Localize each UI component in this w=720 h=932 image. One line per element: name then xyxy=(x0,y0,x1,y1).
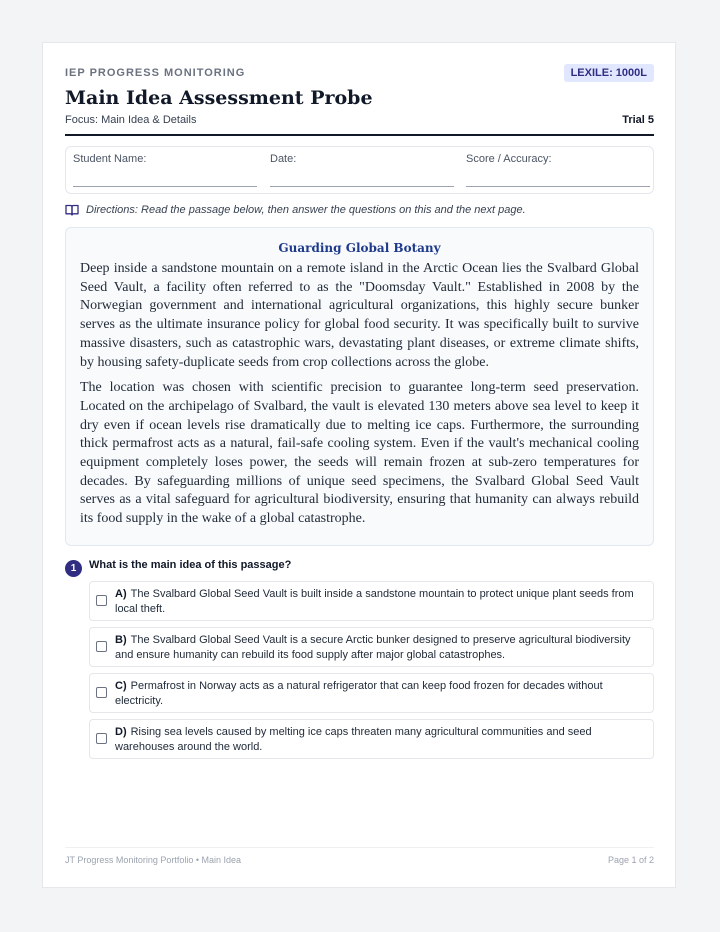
answer-option-a[interactable] xyxy=(89,581,654,621)
trial-label: Trial 5 xyxy=(622,114,654,126)
footer-left: JT Progress Monitoring Portfolio • Main Idea xyxy=(65,855,242,865)
kicker: IEP PROGRESS MONITORING xyxy=(65,67,246,79)
question-number-badge: 1 xyxy=(65,560,82,577)
footer-rule xyxy=(65,847,654,848)
book-open-icon xyxy=(65,204,79,216)
checkbox[interactable] xyxy=(96,733,107,744)
checkbox[interactable] xyxy=(96,687,107,698)
option-letter: B) xyxy=(115,634,127,646)
focus-label: Focus: Main Idea & Details xyxy=(65,114,197,126)
directions-text: Directions: Read the passage below, then answer the questions on this and the next page. xyxy=(86,204,526,216)
reading-passage xyxy=(65,227,654,546)
option-letter: C) xyxy=(115,680,127,692)
option-text: The Svalbard Global Seed Vault is a secure Arctic bunker designed to preserve agricultural biodiversity and ensure humanity can rebuild its food supply after major global catastrophes. xyxy=(115,634,631,661)
option-text: Rising sea levels caused by melting ice caps threaten many agricultural communities and seed warehouses around the world. xyxy=(115,726,592,753)
option-text: Permafrost in Norway acts as a natural refrigerator that can keep food frozen for decades without electricity. xyxy=(115,680,603,707)
passage-paragraph: The location was chosen with scientific precision to guarantee long-term seed preservation. Located on the archipelago of Svalbard, the vault is elevated 130 meters above sea level to keep it dry even if ocean levels rise dramatically due to melting ice caps. Furthermore, the surrounding thick permafrost acts as a natural, fail-safe cooling system. Even if the vault's mechanical cooling equipment completely loses power, the seeds will remain frozen at sub-zero temperatures for decades. By safeguarding millions of unique seed specimens, the Svalbard Global Seed Vault serves as a vital safeguard for agricultural biodiversity, ensuring that humanity can always rebuild its food supply in the wake of a global catastrophe. xyxy=(80,380,639,527)
lexile-badge: LEXILE: 1000L xyxy=(564,64,654,82)
answer-option-c[interactable] xyxy=(89,673,654,713)
option-text: The Svalbard Global Seed Vault is built inside a sandstone mountain to protect unique plant seeds from local theft. xyxy=(115,588,634,615)
passage-paragraph: Deep inside a sandstone mountain on a remote island in the Arctic Ocean lies the Svalbard Global Seed Vault, a facility often referred to as the "Doomsday Vault." Established in 2008 by the Norwegian government and international agricultural organizations, this highly secure bunker serves as the ultimate insurance policy for global food security. It was specifically built to survive massive disasters, such as catastrophic wars, devastating plant diseases, or extreme climate shifts, by housing safety-duplicate seeds from crop collections across the globe. xyxy=(80,261,639,370)
option-letter: A) xyxy=(115,588,127,600)
checkbox[interactable] xyxy=(96,641,107,652)
header-rule xyxy=(65,134,654,136)
page-number: Page 1 of 2 xyxy=(607,855,654,865)
student-name-field[interactable] xyxy=(73,153,257,165)
student-info-box xyxy=(65,146,654,194)
student-name-label: Student Name: xyxy=(73,153,147,165)
date-field[interactable] xyxy=(270,153,454,165)
score-line xyxy=(466,186,650,187)
score-field[interactable] xyxy=(466,153,650,165)
passage-title: Guarding Global Botany xyxy=(278,241,441,255)
date-label: Date: xyxy=(270,153,297,165)
answer-option-d[interactable] xyxy=(89,719,654,759)
checkbox[interactable] xyxy=(96,595,107,606)
date-line xyxy=(270,186,454,187)
score-label: Score / Accuracy: xyxy=(466,153,552,165)
page-title: Main Idea Assessment Probe xyxy=(65,87,373,109)
answer-option-b[interactable] xyxy=(89,627,654,667)
worksheet-page xyxy=(42,42,676,888)
option-letter: D) xyxy=(115,726,127,738)
student-name-line xyxy=(73,186,257,187)
question-text: What is the main idea of this passage? xyxy=(89,559,292,571)
